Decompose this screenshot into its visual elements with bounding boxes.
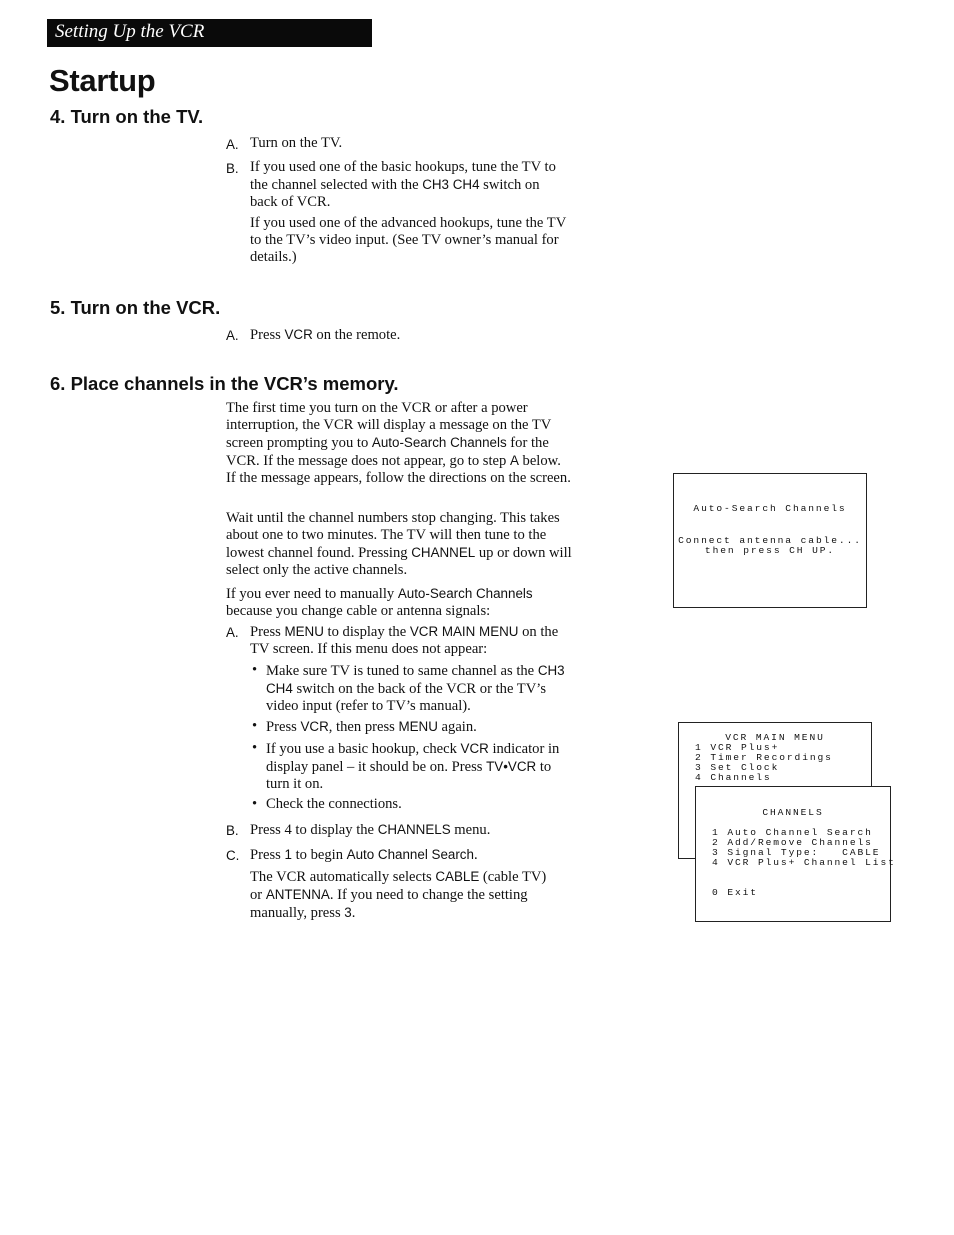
channels-screen: [695, 786, 896, 922]
text-run: . If you need to change the setting manually, press: [250, 887, 528, 921]
channels-item: 3 Signal Type: CABLE: [712, 847, 881, 858]
step4-a-text: Turn on the TV.: [250, 135, 343, 151]
step6-c-text: [250, 846, 560, 864]
key-label: TV•VCR: [486, 759, 537, 774]
autosearch-line2: Connect antenna cable...: [678, 535, 862, 546]
step5-a-text: [250, 326, 580, 344]
bullet-symbol: •: [252, 718, 258, 734]
key-label: VCR: [284, 327, 313, 342]
text-run: switch on back of VCR.: [250, 177, 540, 210]
text-run: menu.: [450, 822, 491, 838]
step6-para2: [226, 510, 572, 579]
text-run: for the VCR. If the message does not appear, go to step: [226, 435, 549, 469]
step6-bullet2: [266, 718, 566, 736]
text-run: Wait until the channel numbers stop changing. This takes about one to two minutes. The TV will then tune to the lowest channel found. Pressing: [226, 510, 560, 561]
text-run: Press: [266, 719, 301, 735]
text-run: The VCR automatically selects: [250, 869, 436, 885]
step6-para3: [226, 585, 566, 620]
step4-a-letter: A.: [226, 137, 239, 152]
text-run: The first time you turn on the VCR or after a power interruption, the VCR will display a message on the TV screen prompting you to: [226, 400, 552, 451]
bullet-symbol: •: [252, 662, 258, 678]
step6-c-para2: [250, 868, 562, 922]
text-run: Press 4 to display the: [250, 822, 378, 838]
key-label: MENU: [284, 624, 324, 639]
text-run: , then press: [328, 719, 399, 735]
key-label: Auto Channel Search: [346, 847, 474, 862]
step6-c-letter: C.: [226, 848, 240, 863]
key-label: Auto-Search Channels: [371, 435, 507, 450]
step6-a-text: [250, 623, 560, 658]
key-label: CABLE: [435, 869, 480, 884]
key-label: VCR: [300, 719, 329, 734]
text-run: up or down will select only the active channels.: [226, 545, 572, 578]
text-run: If you used one of the basic hookups, tune the TV to the channel selected with the: [250, 159, 556, 193]
bullet-symbol: •: [252, 796, 258, 812]
main-menu-item: 4 Channels: [695, 772, 772, 783]
main-menu-title: VCR MAIN MENU: [725, 732, 825, 743]
step4-b-para2: If you used one of the advanced hookups, tune the TV to the TV’s video input. (See TV owner’s manual for details.): [250, 215, 566, 265]
text-run: Make sure TV is tuned to same channel as the: [266, 663, 538, 679]
main-menu-item: 1 VCR Plus+: [695, 742, 780, 753]
key-label: MENU: [398, 719, 438, 734]
text-run: .: [351, 905, 356, 921]
key-label: VCR: [460, 741, 489, 756]
key-label: 3: [344, 905, 352, 920]
text-run: to turn it on.: [266, 759, 552, 792]
step5-a-letter: A.: [226, 328, 239, 343]
section-header-text: Setting Up the VCR: [55, 21, 205, 42]
main-menu-item: 2 Timer Recordings: [695, 752, 833, 763]
autosearch-line3: then press CH UP.: [704, 545, 836, 556]
step6-bullet1: [266, 662, 566, 715]
autosearch-screen: [673, 473, 867, 608]
page-title: Startup: [49, 63, 156, 98]
text-run: Press: [250, 847, 285, 863]
channels-item: 1 Auto Channel Search: [712, 827, 873, 838]
step6-b-text: [250, 821, 560, 839]
channels-title: CHANNELS: [762, 807, 824, 818]
text-run: switch on the back of the VCR or the TV’s video input (refer to TV’s manual).: [266, 681, 546, 714]
step5-heading: 5. Turn on the VCR.: [50, 297, 221, 318]
key-label: CHANNEL: [411, 545, 476, 560]
step6-bullet3: [266, 740, 566, 793]
step4-b-letter: B.: [226, 161, 239, 176]
channels-item: 4 VCR Plus+ Channel List: [712, 857, 896, 868]
text-run: on the remote.: [312, 327, 401, 343]
main-menu-item: 3 Set Clock: [695, 762, 780, 773]
step6-a-letter: A.: [226, 625, 239, 640]
step6-heading: 6. Place channels in the VCR’s memory.: [50, 373, 399, 394]
step6-b-letter: B.: [226, 823, 239, 838]
text-run: If you use a basic hookup, check: [266, 741, 461, 757]
step4-b-text: [250, 159, 568, 211]
key-label: VCR MAIN MENU: [409, 624, 519, 639]
key-label: CH3 CH4: [422, 177, 480, 192]
text-run: (cable TV) or: [250, 869, 547, 903]
text-run: because you change cable or antenna signals:: [226, 603, 491, 619]
section-header-bar: [47, 19, 372, 47]
text-run: to begin: [291, 847, 347, 863]
key-label: A: [509, 453, 519, 468]
text-run: Press: [250, 624, 285, 640]
key-label: ANTENNA: [265, 887, 330, 902]
key-label: CH3 CH4: [266, 663, 565, 696]
text-run: indicator in display panel – it should be on. Press: [266, 741, 560, 775]
key-label: Auto-Search Channels: [397, 586, 533, 601]
text-run: .: [473, 847, 478, 863]
bullet-symbol: •: [252, 740, 258, 756]
step6-para1: [226, 400, 572, 487]
text-run: on the TV screen. If this menu does not appear:: [250, 624, 559, 657]
step6-bullet4: Check the connections.: [266, 796, 402, 812]
step4-heading: 4. Turn on the TV.: [50, 106, 204, 127]
text-run: to display the: [323, 624, 410, 640]
channels-item: 2 Add/Remove Channels: [712, 837, 873, 848]
autosearch-line1: Auto-Search Channels: [693, 503, 847, 514]
key-label: 1: [284, 847, 292, 862]
text-run: below. If the message appears, follow the directions on the screen.: [226, 453, 571, 486]
text-run: Press: [250, 327, 285, 343]
key-label: CHANNELS: [377, 822, 451, 837]
channels-exit: 0 Exit: [712, 887, 758, 898]
text-run: If you ever need to manually: [226, 586, 398, 602]
text-run: again.: [437, 719, 477, 735]
